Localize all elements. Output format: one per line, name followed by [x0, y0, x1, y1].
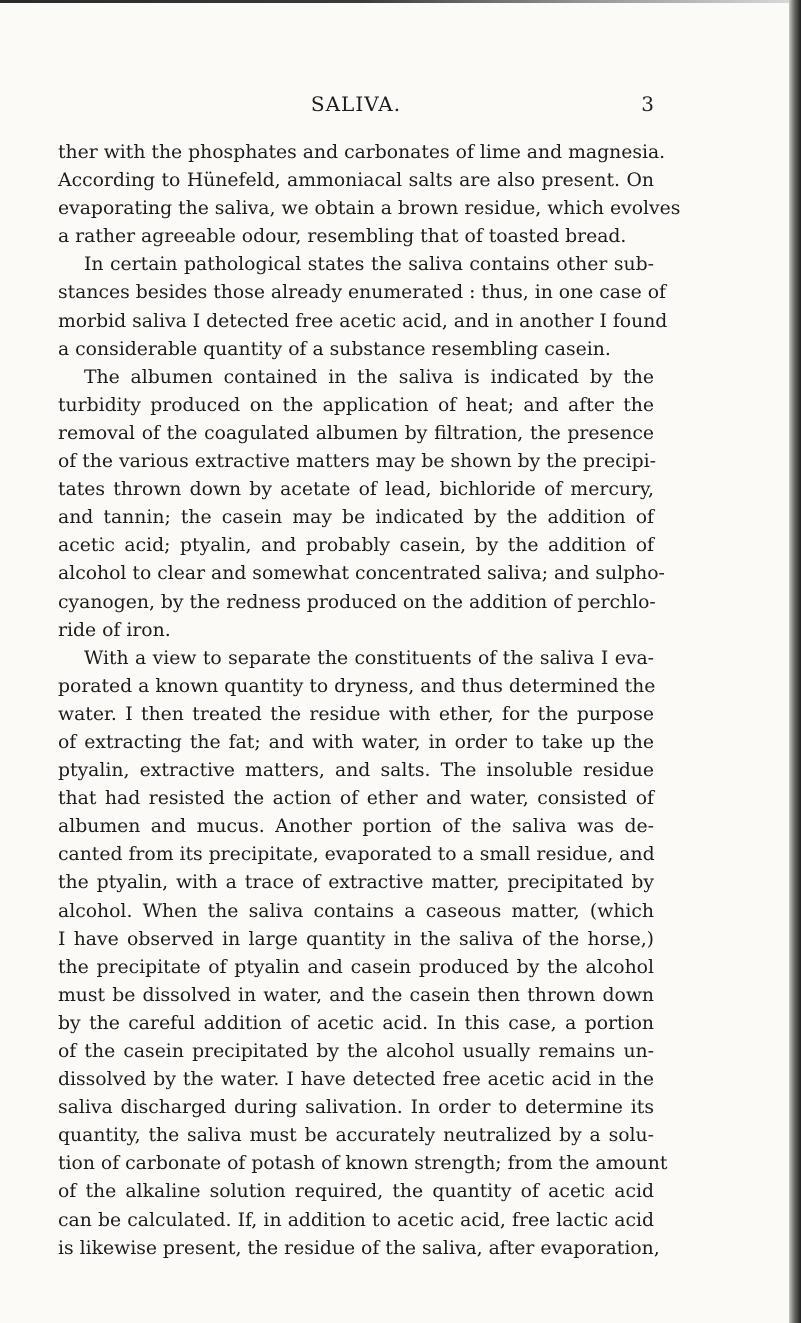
- text-line: ride of iron.: [58, 619, 171, 641]
- text-line: albumen and mucus. Another portion of the saliva was de-: [58, 816, 654, 838]
- text-line: the precipitate of ptyalin and casein produced by the alcohol: [58, 956, 654, 978]
- text-line: porated a known quantity to dryness, and thus determined the: [58, 675, 656, 697]
- text-line: the ptyalin, with a trace of extractive matter, precipitated by: [58, 872, 654, 894]
- text-line: a considerable quantity of a substance resembling casein.: [58, 338, 611, 360]
- text-line: With a view to separate the constituents of the saliva I eva-: [84, 647, 654, 669]
- paragraph: [58, 364, 665, 645]
- text-line: that had resisted the action of ether and water, consisted of: [58, 788, 654, 810]
- text-line: a rather agreeable odour, resembling that of toasted bread.: [58, 226, 627, 248]
- text-line: tion of carbonate of potash of known strength; from the amount: [58, 1153, 668, 1175]
- body-text: [58, 139, 681, 1263]
- text-line: removal of the coagulated albumen by filtration, the presence: [58, 422, 654, 444]
- text-line: quantity, the saliva must be accurately neutralized by a solu-: [58, 1125, 654, 1147]
- text-line: I have observed in large quantity in the saliva of the horse,): [58, 928, 654, 950]
- text-line: ptyalin, extractive matters, and salts. The insoluble residue: [58, 760, 654, 782]
- text-line: The albumen contained in the saliva is indicated by the: [84, 366, 654, 388]
- page-top-edge: [0, 0, 801, 3]
- text-line: tates thrown down by acetate of lead, bichloride of mercury,: [58, 479, 654, 501]
- text-line: canted from its precipitate, evaporated to a small residue, and: [58, 844, 655, 866]
- page-number: 3: [641, 92, 654, 116]
- text-line: acetic acid; ptyalin, and probably casein, by the addition of: [58, 535, 654, 557]
- text-line: and tannin; the casein may be indicated by the addition of: [58, 507, 654, 529]
- text-line: of extracting the fat; and with water, in order to take up the: [58, 731, 654, 753]
- text-line: of the various extractive matters may be shown by the precipi-: [58, 451, 656, 473]
- text-line: is likewise present, the residue of the saliva, after evaporation,: [58, 1237, 660, 1259]
- page-header: [58, 92, 654, 122]
- text-line: of the casein precipitated by the alcohol usually remains un-: [58, 1041, 654, 1062]
- page-binding-edge: [789, 0, 801, 1323]
- text-line: water. I then treated the residue with ether, for the purpose: [58, 703, 654, 725]
- text-line: morbid saliva I detected free acetic acid, and in another I found: [58, 310, 668, 332]
- text-line: by the careful addition of acetic acid. In this case, a portion: [58, 1012, 654, 1034]
- text-line: According to Hünefeld, ammoniacal salts are also present. On: [58, 170, 654, 192]
- text-line: turbidity produced on the application of heat; and after the: [58, 394, 654, 416]
- text-line: dissolved by the water. I have detected free acetic acid in the: [58, 1069, 654, 1091]
- running-head: SALIVA.: [310, 92, 402, 116]
- text-line: In certain pathological states the saliva contains other sub-: [84, 254, 654, 276]
- paragraph: [58, 139, 681, 251]
- text-line: stances besides those already enumerated : thus, in one case of: [58, 282, 666, 304]
- paragraph: [58, 645, 668, 1263]
- text-line: of the alkaline solution required, the quantity of acetic acid: [58, 1181, 654, 1203]
- text-line: saliva discharged during salivation. In order to determine its: [58, 1097, 654, 1119]
- text-line: must be dissolved in water, and the casein then thrown down: [58, 984, 654, 1006]
- text-line: alcohol. When the saliva contains a caseous matter, (which: [58, 900, 654, 922]
- text-line: can be calculated. If, in addition to acetic acid, free lactic acid: [58, 1209, 654, 1231]
- text-line: cyanogen, by the redness produced on the addition of perchlo-: [58, 591, 656, 613]
- paragraph: [58, 251, 668, 363]
- text-line: evaporating the saliva, we obtain a brown residue, which evolves: [58, 198, 681, 220]
- text-line: ther with the phosphates and carbonates of lime and magnesia.: [58, 142, 666, 163]
- text-line: alcohol to clear and somewhat concentrated saliva; and sulpho-: [58, 563, 665, 585]
